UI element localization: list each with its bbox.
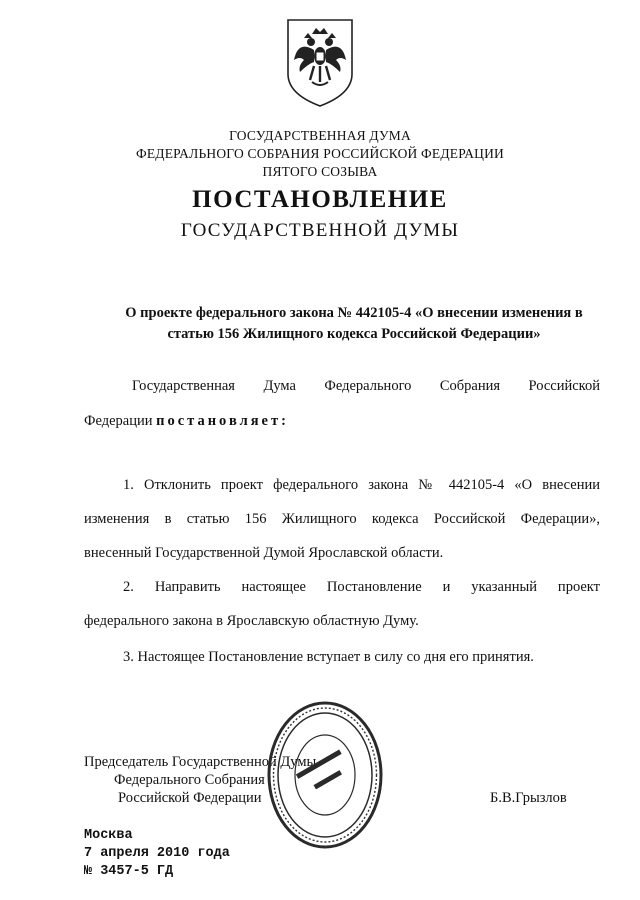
- item-1-line-2: изменения в статью 156 Жилищного кодекса Российской Федерации»,: [84, 511, 600, 527]
- issue-city: Москва: [84, 828, 133, 843]
- subject-line-1: О проекте федерального закона № 442105-4 «О внесении изменения в: [125, 305, 583, 321]
- subject-heading: [104, 303, 604, 345]
- duma-name-line: ГОСУДАРСТВЕННАЯ ДУМА: [229, 128, 411, 143]
- official-stamp: [266, 700, 384, 850]
- issue-date: 7 апреля 2010 года: [84, 846, 230, 861]
- federal-assembly-line: ФЕДЕРАЛЬНОГО СОБРАНИЯ РОССИЙСКОЙ ФЕДЕРАЦИИ: [136, 146, 504, 161]
- resolution-number: № 3457-5 ГД: [84, 864, 174, 879]
- signatory-title-line-2: Федерального Собрания: [114, 772, 265, 788]
- preamble-line-1: Государственная Дума Федерального Собрания Российской: [132, 378, 600, 394]
- preamble-line-2: [84, 413, 289, 430]
- preamble-federation: Федерации: [84, 413, 153, 429]
- coat-of-arms-icon: [284, 16, 356, 108]
- signatory-title-line-3: Российской Федерации: [118, 790, 262, 806]
- signatory-title-line-1: Председатель Государственной Думы: [84, 754, 317, 770]
- convocation-line: ПЯТОГО СОЗЫВА: [262, 164, 378, 179]
- signatory-name: Б.В.Грызлов: [490, 790, 567, 806]
- subject-line-2: статью 156 Жилищного кодекса Российской Федерации»: [167, 326, 541, 342]
- item-3-line-1: 3. Настоящее Постановление вступает в силу со дня его принятия.: [123, 649, 534, 665]
- item-1-line-1: 1. Отклонить проект федерального закона № 442105-4 «О внесении: [123, 477, 600, 493]
- document-title: ПОСТАНОВЛЕНИЕ: [192, 186, 448, 213]
- preamble-resolves: постановляет:: [156, 413, 289, 429]
- document-subtitle: ГОСУДАРСТВЕННОЙ ДУМЫ: [180, 220, 460, 241]
- item-2-line-2: федерального закона в Ярославскую областную Думу.: [84, 613, 419, 629]
- item-2-line-1: 2. Направить настоящее Постановление и указанный проект: [123, 579, 600, 595]
- item-1-line-3: внесенный Государственной Думой Ярославской области.: [84, 545, 444, 561]
